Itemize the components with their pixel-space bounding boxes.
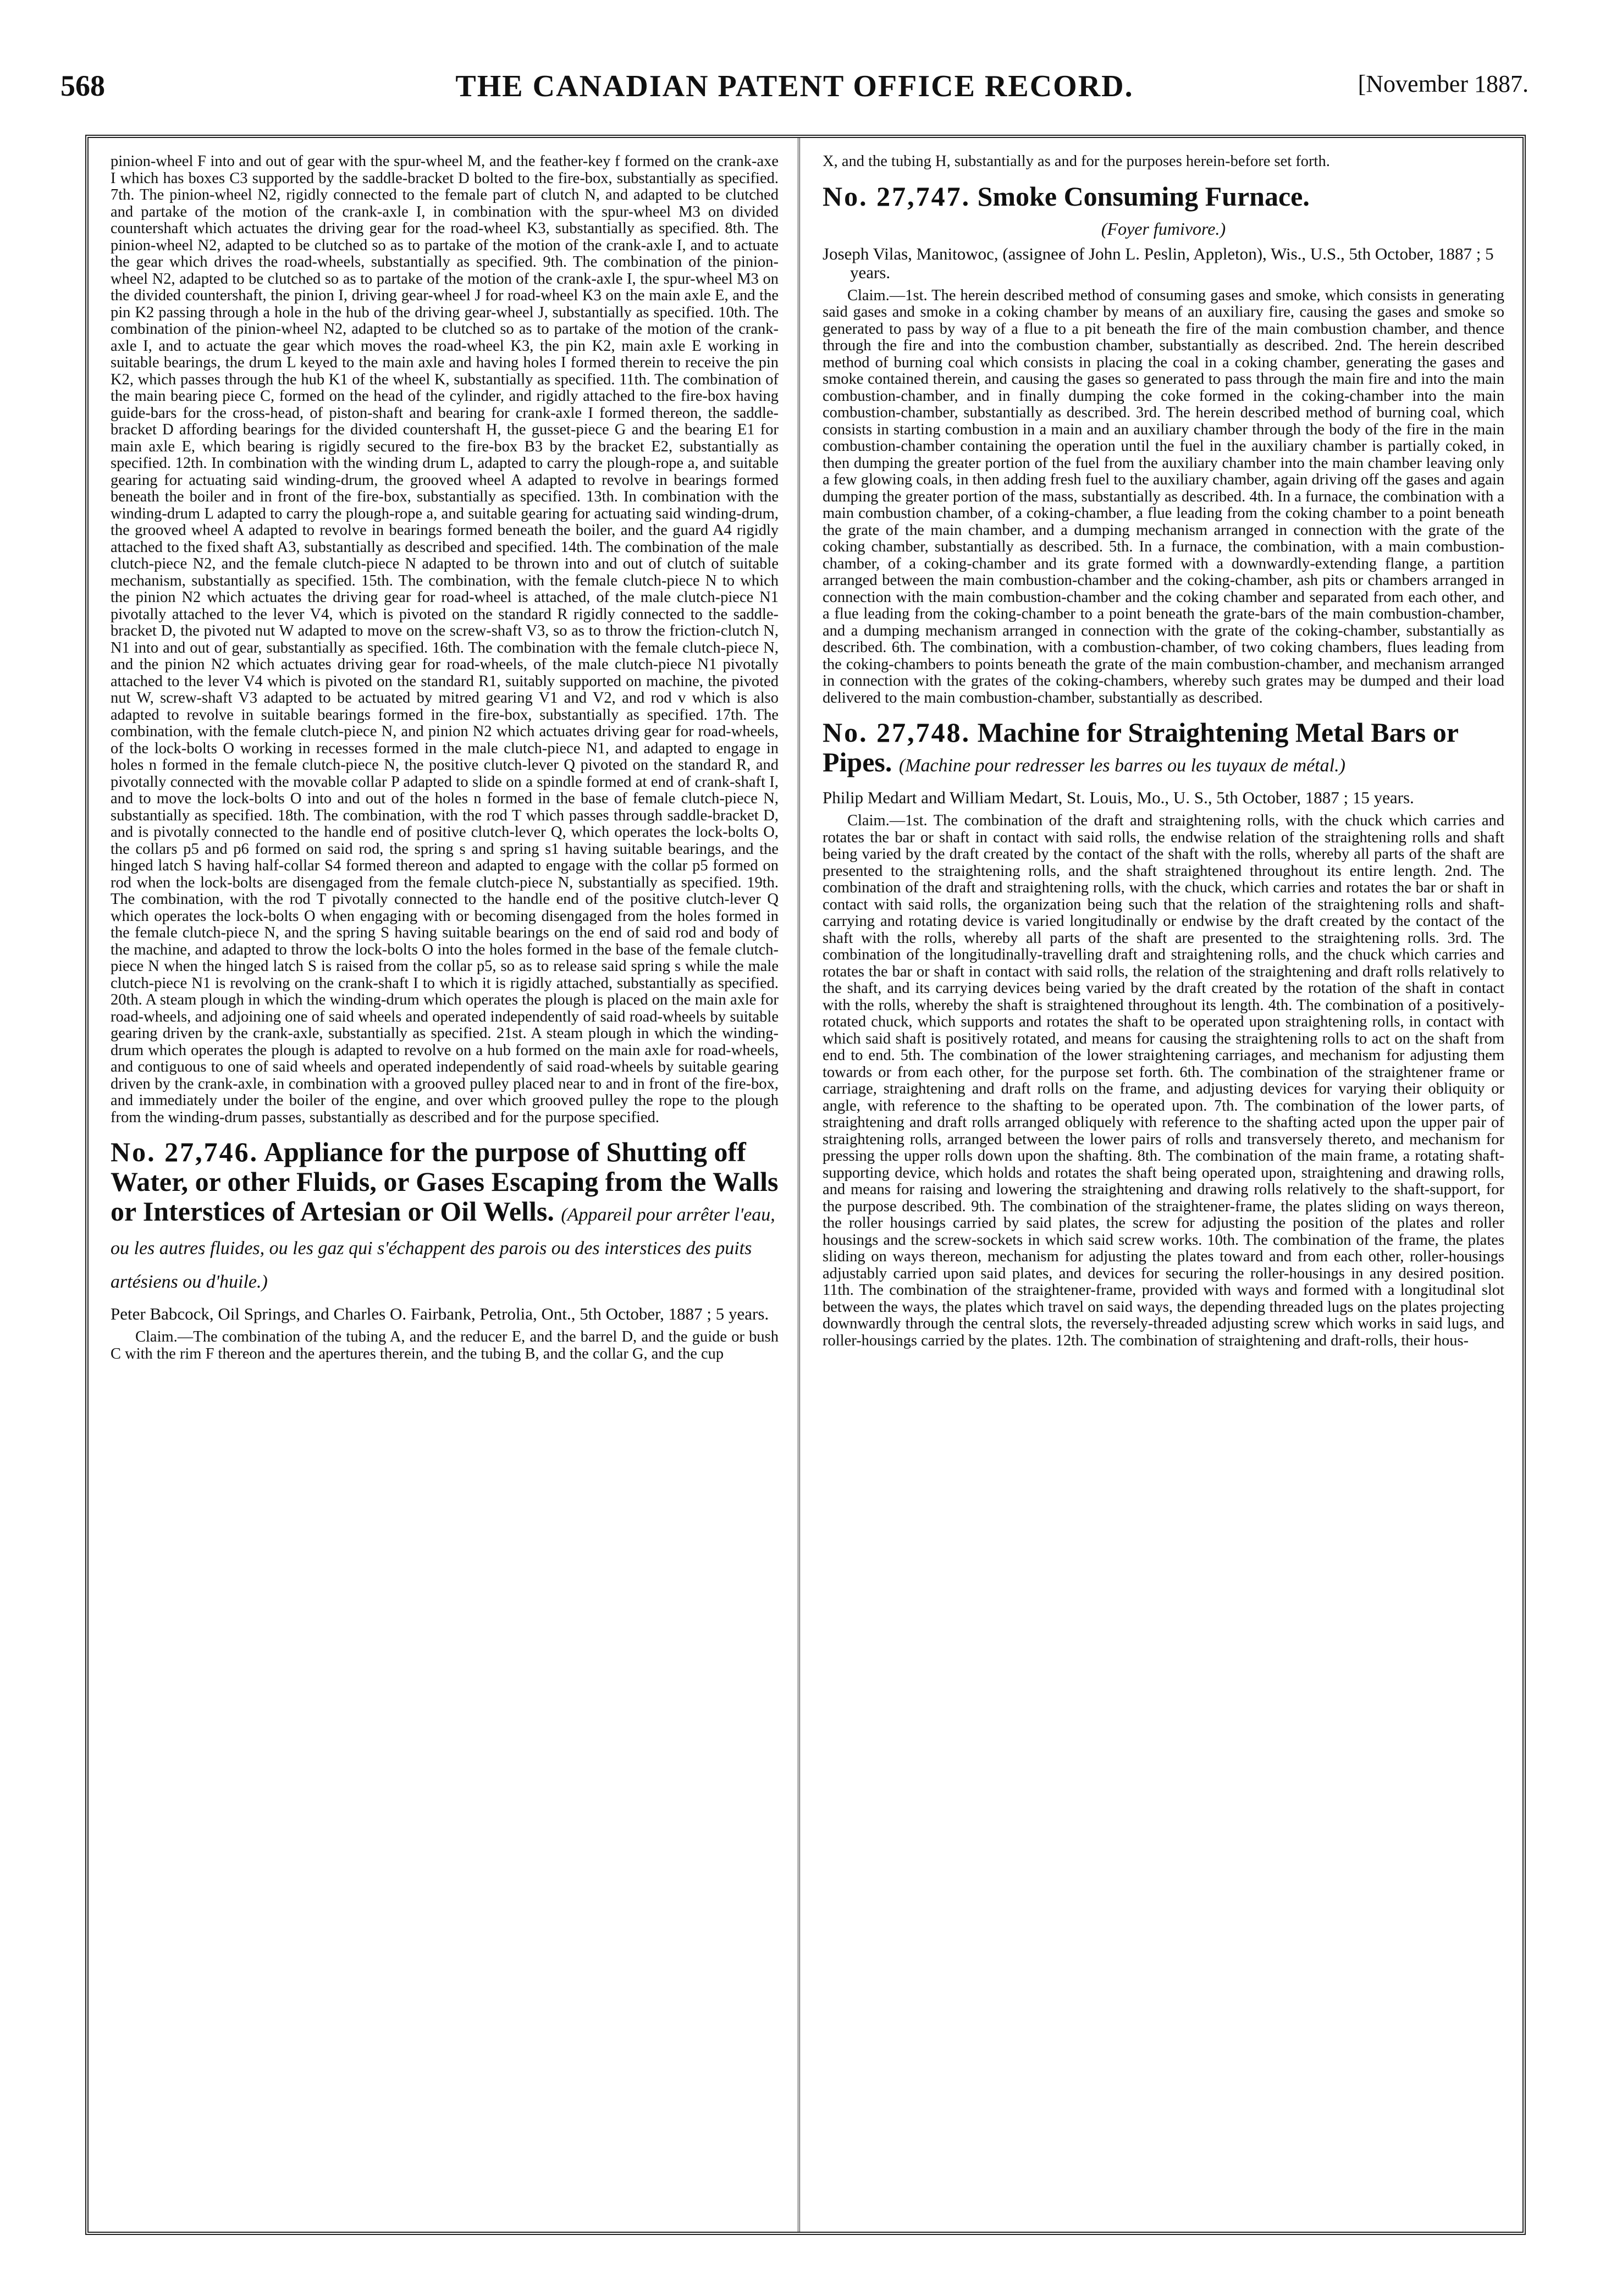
patent-title: Smoke Consuming Furnace. <box>977 180 1310 212</box>
column-divider <box>798 138 800 2232</box>
patent-heading <box>111 1137 779 1297</box>
page-frame <box>85 135 1526 2235</box>
patent-parties: Philip Medart and William Medart, St. Louis, Mo., U. S., 5th October, 1887 ; 15 years. <box>823 788 1414 807</box>
patent-number: No. 27,748. <box>823 717 971 748</box>
patent-title: Appliance for the purpose of Shutting off Water, or other Fluids, or Gases Escaping from the Walls or Interstices of Artesian or Oil Wells. <box>111 1136 779 1227</box>
patent-heading <box>823 181 1504 211</box>
patent-parties: Peter Babcock, Oil Springs, and Charles O. Fairbank, Petrolia, Ont., 5th October, 1887 ; 5 years. <box>111 1304 769 1323</box>
patent-title: Machine for Straightening Metal Bars or Pipes. <box>823 717 1459 777</box>
patent-entry-27748 <box>823 718 1504 1349</box>
continued-claims-text: X, and the tubing H, substantially as and for the purposes herein-before set forth. <box>823 153 1330 170</box>
patent-number: No. 27,747. <box>823 180 971 212</box>
patent-claim: Claim.—The combination of the tubing A, and the reducer E, and the barrel D, and the guide or bush C with the rim F thereon and the apertures therein, and the tubing B, and the collar G, and the cup <box>111 1328 779 1362</box>
journal-title: THE CANADIAN PATENT OFFICE RECORD. <box>455 69 1134 103</box>
left-column <box>111 153 779 2221</box>
page-number: 568 <box>60 69 105 102</box>
issue-date: [November 1887. <box>1358 70 1529 97</box>
page-header <box>60 69 1529 113</box>
patent-french-title: (Appareil pour arrêter l'eau, ou les autres fluides, ou les gaz qui s'échappent des parois ou des interstices des puits artésiens ou d'huile.) <box>111 1205 775 1292</box>
patent-heading <box>823 718 1504 781</box>
patent-parties: Joseph Vilas, Manitowoc, (assignee of John L. Peslin, Appleton), Wis., U.S., 5th October, 1887 ; 5 years. <box>823 244 1494 282</box>
patent-entry-27747 <box>823 181 1504 707</box>
right-column <box>823 153 1504 2221</box>
patent-entry-27746 <box>111 1137 779 1362</box>
continued-claims-text: pinion-wheel F into and out of gear with the spur-wheel M, and the feather-key f formed on the crank-axe I which has boxes C3 supported by the saddle-bracket D bolted to the fire-box, substantially as specified. 7th. The pinion-wheel N2, rigidly connected to the female part of clutch N, and adapted to be clutched and partake of the motion of the crank-axle I, in combination with the spur-wheel M3 on divided countershaft which actuates the driving gear for the road-wheel K3, substantially as specified. 8th. The pinion-wheel N2, adapted to be clutched so as to partake of the motion of the crank-axle I, and to actuate the gear which drives the road-wheels, substantially as specified. 9th. The combination of the pinion-wheel N2, adapted to be clutched so as to partake of the motion of the crank-axle I, the spur-wheel M3 on the divided countershaft, the pinion I, driving gear-wheel J for road-wheel K3 on the main axle E, and the pin K2 passing through a hole in the hub of the driving gear-wheel J, substantially as specified. 10th. The combination of the pinion-wheel N2, adapted to be clutched so as to partake of the motion of the crank-axle I, and to actuate the gear which moves the road-wheel K3, the pin K2, main axle E working in suitable bearings, the drum L keyed to the main axle and having holes I formed therein to receive the pin K2, which passes through the hub K1 of the wheel K, substantially as specified. 11th. The combination of the main bearing piece C, formed on the head of the cylinder, and rigidly attached to the fire-box having guide-bars for the cross-head, of piston-shaft and bearing for crank-axle I formed thereon, the saddle-bracket D affording bearings for the divided countershaft H, the gusset-piece G and the bearing E1 for main axle E, which bearing is rigidly secured to the fire-box B3 by the bracket E2, substantially as specified. 12th. In combination with the winding drum L, adapted to carry the plough-rope a, and suitable gearing for actuating said winding-drum, the grooved wheel A adapted to revolve in bearings formed beneath the boiler and in front of the fire-box, substantially as specified. 13th. In combination with the winding-drum L adapted to carry the plough-rope a, and suitable gearing for actuating said winding-drum, the grooved wheel A adapted to revolve in bearings formed beneath the boiler, and the guard A4 rigidly attached to the fixed shaft A3, substantially as described and specified. 14th. The combination of the male clutch-piece N2, and the female clutch-piece N adapted to be thrown into and out of clutch of suitable mechanism, substantially as specified. 15th. The combination, with the female clutch-piece N to which the pinion N2 which actuates the driving gear for road-wheel is attached, of the male clutch-piece N1 pivotally attached to the lever V4, which is pivoted on the standard R rigidly connected to the saddle-bracket D, the pivoted nut W adapted to move on the screw-shaft V3, so as to throw the friction-clutch N, N1 into and out of gear, substantially as specified. 16th. The combination with the female clutch-piece N, and the pinion N2 which actuates driving gear for road-wheels, of the male clutch-piece N1 pivotally attached to the lever V4 which is pivoted on the standard R1, suitably supported on machine, the pivoted nut W, screw-shaft V3 adapted to be actuated by mitred gearing V1 and V2, and rod v which is also adapted to revolve in suitable bearings formed in the fire-box, substantially as specified. 17th. The combination, with the female clutch-piece N, and pinion N2 which actuates driving gear for road-wheels, of the lock-bolts O working in recesses formed in the male clutch-piece N1, and adapted to engage in holes n formed in the female clutch-piece N, the positive clutch-lever Q pivoted on the standard R, and pivotally connected with the movable collar P adapted to slide on a spindle formed at end of crank-shaft I, and to move the lock-bolts O into and out of the holes n formed in the base of female clutch-piece N, substantially as specified. 18th. The combination, with the rod T which passes through saddle-bracket D, and is pivotally connected to the handle end of positive clutch-lever Q, which operates the lock-bolts O, the collars p5 and p6 formed on said rod, the spring s and spring s1 having suitable bearings, and the hinged latch S having half-collar S4 formed thereon and adapted to engage with the collar p5 formed on rod when the lock-bolts are disengaged from the female clutch-piece N, substantially as specified. 19th. The combination, with the rod T pivotally connected to the handle end of the positive clutch-lever Q which operates the lock-bolts O when engaging with or becoming disengaged from the holes formed in the female clutch-piece N, and the spring S having suitable bearings on the end of said rod and body of the machine, and adapted to throw the lock-bolts O into the holes formed in the base of the female clutch-piece N when the hinged latch S is raised from the collar p5, so as to release said spring s while the male clutch-piece N1 is revolving on the crank-shaft I to which it is rigidly attached, substantially as specified. 20th. A steam plough in which the winding-drum which operates the plough is placed on the main axle for road-wheels, and adjoining one of said wheels and operated independently of said road-wheels by suitable gearing driven by the crank-axle, substantially as specified. 21st. A steam plough in which the winding-drum which operates the plough is adapted to revolve on a hub formed on the main axle for road-wheels, and contiguous to one of said wheels and operated independently of said road-wheels by suitable gearing driven by the crank-axle, in combination with a grooved pulley placed near to and in front of the fire-box, and immediately under the boiler of the engine, and over which grooved pulley the rope to the plough from the winding-drum passes, substantially as described and for the purpose specified. <box>111 153 779 1126</box>
patent-french-title: (Machine pour redresser les barres ou les tuyaux de métal.) <box>898 755 1345 776</box>
patent-claim: Claim.—1st. The combination of the draft and straightening rolls, with the chuck which carries and rotates the bar or shaft in contact with said rolls, the endwise relation of the straightening rolls and shaft being varied by the draft created by the contact of the shaft with the rolls, whereby all parts of the shaft are presented to the straightening rolls, and the shaft straightened throughout its entire length. 2nd. The combination of the draft and straightening rolls, with the chuck, which carries and rotates the bar or shaft in contact with said rolls, the organization being such that the relation of the straightening rolls and shaft-carrying and rotating device is varied longitudinally or endwise by the draft created by the contact of the shaft with the rolls, whereby all parts of the shaft are presented to the straightening rolls. 3rd. The combination of the longitudinally-travelling draft and straightening rolls, and the chuck which carries and rotates the bar or shaft in contact with said rolls, the relation of the straightening and draft rolls relatively to the shaft, and its carrying devices being varied by the draft created by the rotation of the shaft in contact with the rolls, whereby the shaft is straightened throughout its length. 4th. The combination of a positively-rotated chuck, which supports and rotates the shaft to be operated upon straightening rolls, in contact with which said shaft is positively rotated, and means for causing the straightening rolls to act on the shaft from end to end. 5th. The combination of the lower straightening carriages, and mechanism for adjusting them towards or from each other, for the purpose set forth. 6th. The combination of the straightener frame or carriage, straightening and draft rolls on the frame, and adjusting devices for varying their obliquity or angle, with reference to the shafting to be operated upon. 7th. The combination of the lower parts, of straightening and draft rolls arranged obliquely with reference to the shafting acted upon the upper pair of straightening rolls, arranged between the lower pairs of rolls and transversely thereto, and mechanism for pressing the upper rolls down upon the shafting. 8th. The combination of the main frame, a rotating shaft-supporting device, which holds and rotates the shaft being operated upon, straightening and drawing rolls, and means for raising and lowering the straightening and drawing rolls relatively to the shaft-support, for the purpose described. 9th. The combination of the straightener-frame, the plates sliding on ways thereon, the roller housings carried by said plates, the screw for adjusting the position of the plates and roller housings and the screw-sockets in which said screw works. 10th. The combination of the frame, the plates sliding on ways thereon, mechanism for adjusting the plates toward and from each other, roller-housings adjustably carried upon said plates, and devices for securing the roller-housings in any desired position. 11th. The combination of the straightener-frame, provided with ways and formed with a longitudinal slot between the ways, the plates which travel on said ways, the depending threaded lugs on the plates projecting downwardly through the central slots, the reversely-threaded adjusting screw which works in said lugs, and roller-housings carried by the plates. 12th. The combination of straightening and draft-rolls, their hous- <box>823 812 1504 1349</box>
patent-number: No. 27,746. <box>111 1136 259 1167</box>
patent-french-title: (Foyer fumivore.) <box>1101 218 1226 239</box>
patent-claim: Claim.—1st. The herein described method of consuming gases and smoke, which consists in generating said gases and smoke in a coking chamber by means of an auxiliary fire, causing the gases and smoke so generated to pass by way of a flue to a pit beneath the fire of the main combustion chamber, and thence through the fire and into the combustion chamber, substantially as described. 2nd. The herein described method of burning coal which consists in placing the coal in a coking chamber, generating the gases and smoke contained therein, and causing the gases so generated to pass through the main fire and into the main combustion-chamber, and in finally dumping the coke formed in the coking-chamber into the main combustion-chamber, substantially as described. 3rd. The herein described method of burning coal, which consists in starting combustion in a main and an auxiliary chamber through the body of the fire in the main combustion-chamber containing the operation until the fuel in the auxiliary chamber is partially coked, in then dumping the greater portion of the fuel from the auxiliary chamber into the main chamber leaving only a few glowing coals, in then adding fresh fuel to the auxiliary chamber, again driving off the gases and again dumping the greater portion of the mass, substantially as described. 4th. In a furnace, the combination with a main combustion chamber, of a coking-chamber, a flue leading from the coking chamber to a point beneath the grate of the main chamber, and a dumping mechanism arranged in connection with the grate of the coking chamber, substantially as described. 5th. In a furnace, the combination, with a main combustion-chamber, of a coking-chamber and its grate formed with a downwardly-extending flange, a partition arranged between the main combustion-chamber and the coking-chamber, ash pits or chambers arranged in connection with the main combustion-chamber and the coking chamber and separated from each other, and a flue leading from the coking-chamber to a point beneath the grate-bars of the main combustion-chamber, and a dumping mechanism arranged in connection with the grate of the coking-chamber, substantially as described. 6th. The combination, with a combustion-chamber, of two coking chambers, flues leading from the coking-chambers to points beneath the grate of the main combustion-chamber, and mechanism arranged in connection with the grates of the coking-chambers, whereby such grates may be dumped and their load delivered to the main combustion-chamber, substantially as described. <box>823 286 1504 707</box>
